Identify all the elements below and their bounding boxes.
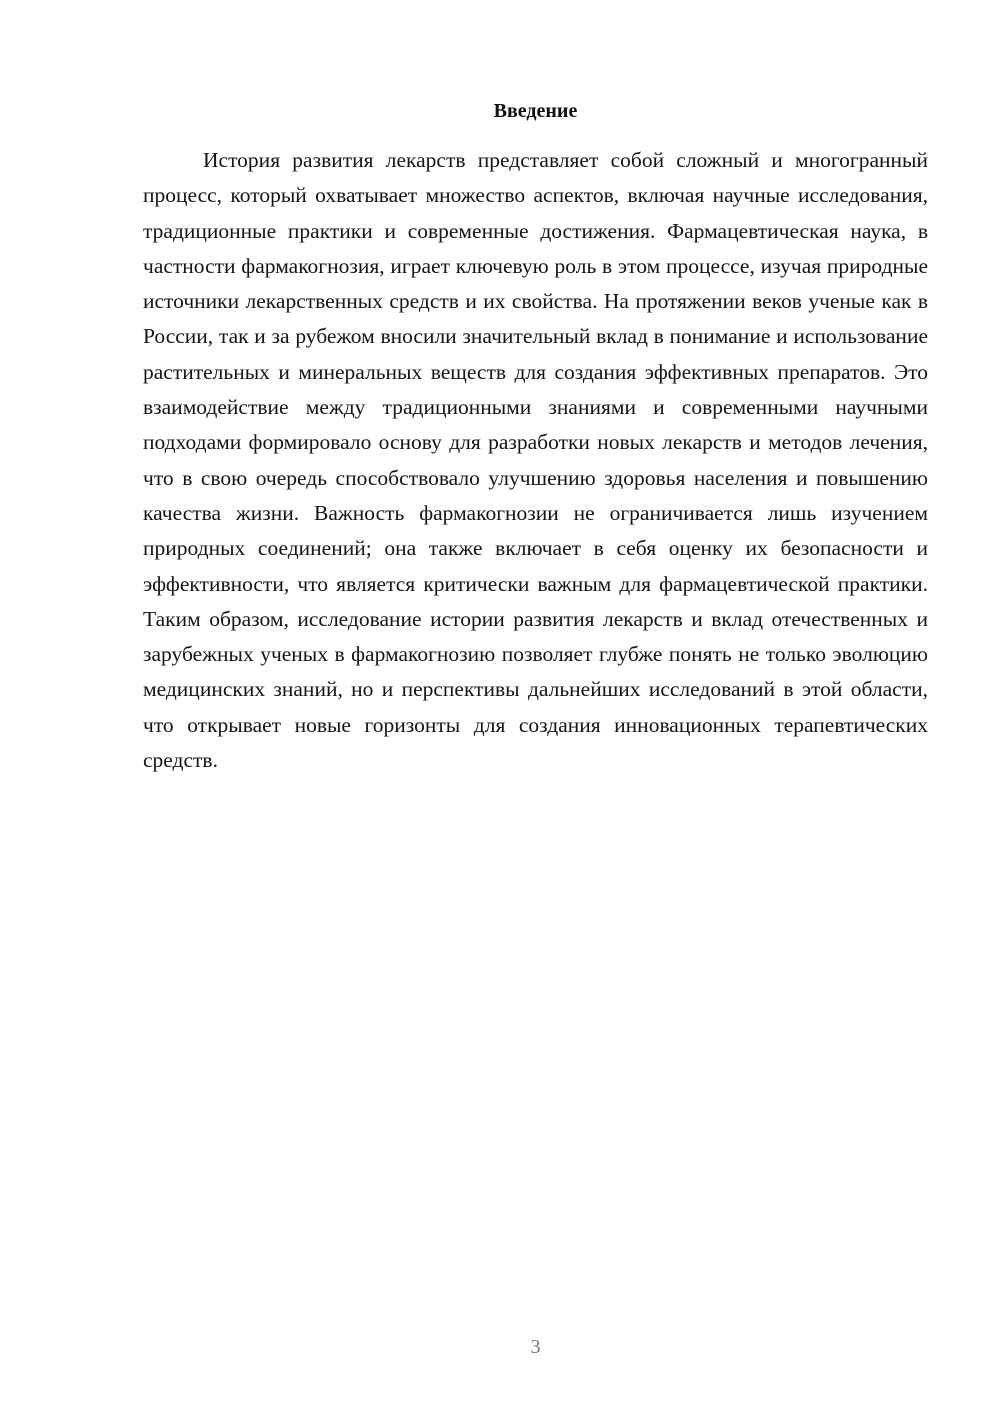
body-paragraph: История развития лекарств представляет собой сложный и многогранный процесс, который охватывает множество аспектов, включая научные исследования, традиционные практики и современные достижения. Фармацевтическая наука, в частности фармакогнозия, играет ключевую роль в этом процессе, изучая природные источники лекарственных средств и их свойства. На протяжении веков ученые как в России, так и за рубежом вносили значительный вклад в понимание и использование растительных и минеральных веществ для создания эффективных препаратов. Это взаимодействие между традиционными знаниями и современными научными подходами формировало основу для разработки новых лекарств и методов лечения, что в свою очередь способствовало улучшению здоровья населения и повышению качества жизни. Важность фармакогнозии не ограничивается лишь изучением природных соединений; она также включает в себя оценку их безопасности и эффективности, что является критически важным для фармацевтической практики. Таким образом, исследование истории развития лекарств и вклад отечественных и зарубежных ученых в фармакогнозию позволяет глубже понять не только эволюцию медицинских знаний, но и перспективы дальнейших исследований в этой области, что открывает новые горизонты для создания инновационных терапевтических средств. <box>143 148 928 773</box>
section-heading: Введение <box>493 100 578 122</box>
page-number: 3 <box>530 1336 541 1358</box>
